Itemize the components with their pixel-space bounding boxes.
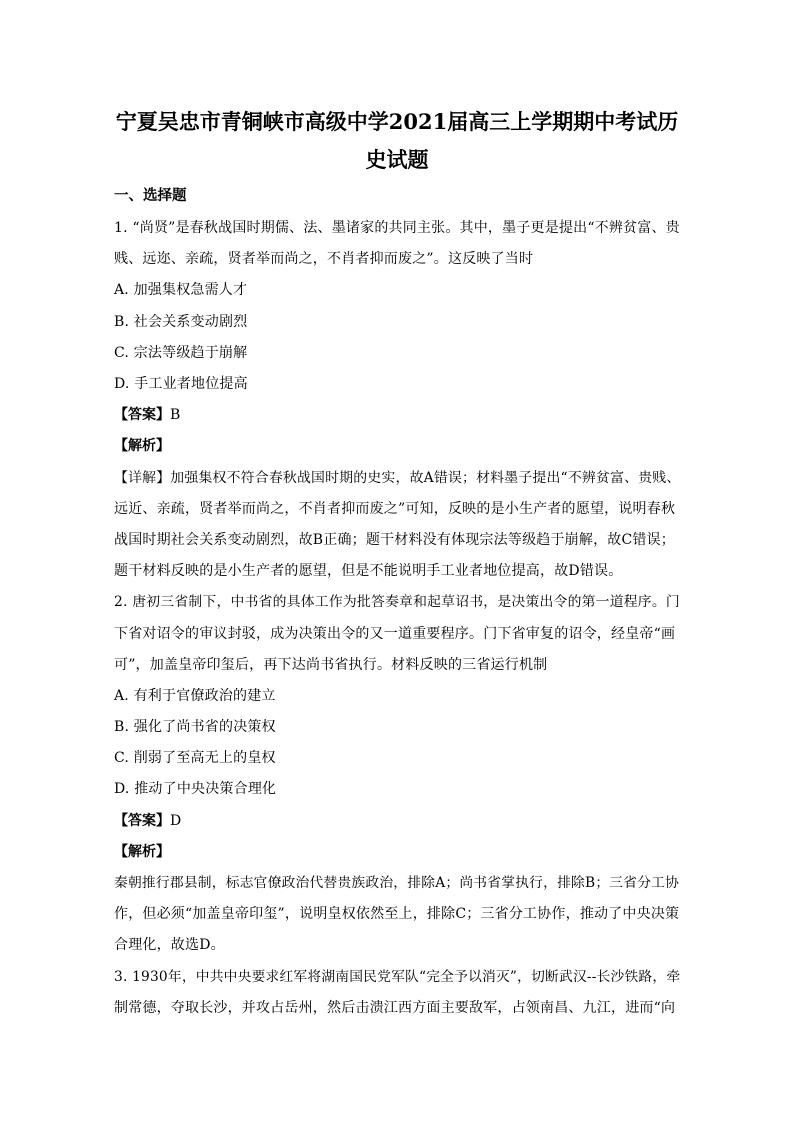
q1-detail-line-4: 题干材料反映的是小生产者的愿望，但是不能说明手工业者地位提高，故D错误。 [114,563,623,579]
q2-answer [114,813,181,829]
q2-stem-line-2: 下省对诏令的审议封驳，成为决策出令的又一道重要程序。门下省审复的诏令，经皇帝“画 [114,626,676,642]
q3-stem-line-1: 3. 1930年，中共中央要求红军将湖南国民党军队“完全予以消灭”，切断武汉--长沙铁路，牵 [114,969,681,985]
q1-answer-value: B [170,407,181,423]
q1-option-d: D. 手工业者地位提高 [114,376,248,392]
q1-detail-line-3: 战国时期社会关系变动剧烈，故B正确；题干材料没有体现宗法等级趋于崩解，故C错误； [114,532,675,548]
page-title-line-1: 宁夏吴忠市青铜峡市高级中学2021届高三上学期期中考试历 [115,109,679,134]
q2-detail-line-2: 作，但必须“加盖皇帝印玺”，说明皇权依然至上，排除C；三省分工协作，推动了中央决策 [114,906,680,922]
q2-stem-line-3: 可”，加盖皇帝印玺后，再下达尚书省执行。材料反映的三省运行机制 [114,657,548,673]
q1-stem-line-1: 1. “尚贤”是春秋战国时期儒、法、墨诸家的共同主张。其中，墨子更是提出“不辨贫富、贵 [114,220,680,236]
q2-analysis-label: 【解析】 [114,844,170,860]
q1-analysis-label: 【解析】 [114,438,170,454]
q1-answer-label: 【答案】 [114,407,170,423]
q2-detail-line-1: 秦朝推行郡县制，标志官僚政治代替贵族政治，排除A；尚书省掌执行，排除B；三省分工协 [114,875,680,891]
q2-option-d: D. 推动了中央决策合理化 [114,781,277,797]
page-title-line-2: 史试题 [365,147,429,172]
q2-detail-line-3: 合理化，故选D。 [114,937,225,953]
q2-option-a: A. 有利于官僚政治的建立 [114,688,276,704]
q2-stem-line-1: 2. 唐初三省制下，中书省的具体工作为批答奏章和起草诏书，是决策出令的第一道程序。门 [114,594,680,610]
q1-option-a: A. 加强集权急需人才 [114,282,248,298]
section-heading: 一、选择题 [114,187,187,204]
q2-option-c: C. 削弱了至高无上的皇权 [114,750,276,766]
q1-option-b: B. 社会关系变动剧烈 [114,314,248,330]
q1-option-c: C. 宗法等级趋于崩解 [114,345,248,361]
q1-stem-line-2: 贱、远迩、亲疏，贤者举而尚之，不肖者抑而废之”。这反映了当时 [114,251,534,267]
q2-answer-value: D [170,813,182,829]
q1-detail-line-1: 【详解】加强集权不符合春秋战国时期的史实，故A错误；材料墨子提出“不辨贫富、贵贱、 [114,470,681,486]
q1-answer [114,407,180,423]
q2-answer-label: 【答案】 [114,813,170,829]
q2-option-b: B. 强化了尚书省的决策权 [114,719,276,735]
q3-stem-line-2: 制常德，夺取长沙，并攻占岳州，然后击溃江西方面主要敌军，占领南昌、九江，进而“向 [114,1000,676,1016]
q1-detail-line-2: 远近、亲疏，贤者举而尚之，不肖者抑而废之”可知，反映的是小生产者的愿望，说明春秋 [114,501,676,517]
